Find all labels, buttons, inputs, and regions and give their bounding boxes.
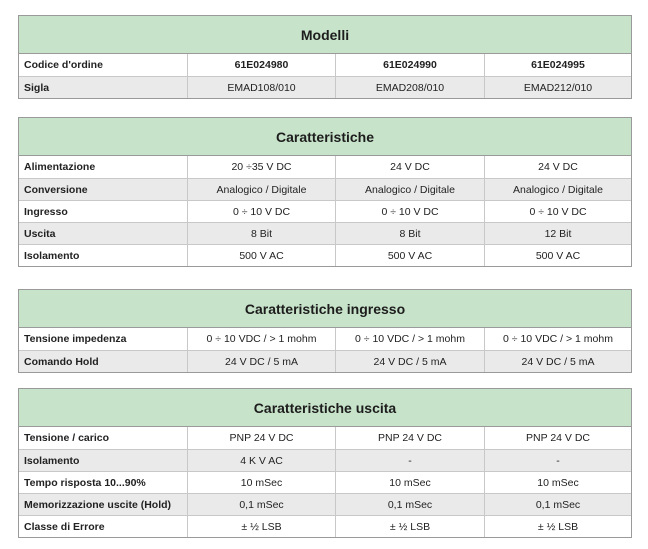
table-row (19, 178, 631, 200)
row-label: Conversione (24, 183, 88, 196)
cell-value: PNP 24 V DC (335, 427, 484, 449)
row-label: Sigla (24, 81, 50, 94)
row-label: Classe di Errore (24, 520, 105, 533)
cell-value: PNP 24 V DC (187, 427, 335, 449)
row-label: Comando Hold (24, 355, 99, 368)
table-row (19, 200, 631, 222)
cell-value: 12 Bit (484, 223, 631, 244)
cell-value: 500 V AC (335, 245, 484, 266)
cell-value: 0,1 mSec (187, 494, 335, 515)
cell-value: 61E024995 (484, 54, 631, 76)
cell-value: ± ½ LSB (187, 516, 335, 537)
cell-value: 10 mSec (484, 472, 631, 493)
cell-value: - (335, 450, 484, 471)
row-label: Tensione impedenza (24, 333, 127, 345)
row-label: Alimentazione (24, 161, 96, 173)
cell-value: 0 ÷ 10 VDC / > 1 mohm (484, 328, 631, 350)
cell-value: 24 V DC (484, 156, 631, 178)
table-row (19, 350, 631, 372)
cell-value: 0 ÷ 10 VDC / > 1 mohm (335, 328, 484, 350)
cell-value: - (484, 450, 631, 471)
cell-value: 8 Bit (187, 223, 335, 244)
row-label: Memorizzazione uscite (Hold) (24, 498, 172, 511)
table-row (19, 244, 631, 266)
row-label: Ingresso (24, 205, 68, 218)
uscita-table (18, 388, 632, 538)
cell-value: 0 ÷ 10 V DC (335, 201, 484, 222)
cell-value: 0 ÷ 10 V DC (484, 201, 631, 222)
cell-value: 0 ÷ 10 VDC / > 1 mohm (187, 328, 335, 350)
cell-value: 61E024990 (335, 54, 484, 76)
cell-value: 8 Bit (335, 223, 484, 244)
table-row (19, 54, 631, 76)
table-row (19, 471, 631, 493)
cell-value: 500 V AC (187, 245, 335, 266)
table-row (19, 427, 631, 449)
row-label: Tempo risposta 10...90% (24, 476, 146, 489)
cell-value: Analogico / Digitale (335, 179, 484, 200)
caratteristiche-table (18, 117, 632, 267)
cell-value: 500 V AC (484, 245, 631, 266)
row-label: Isolamento (24, 454, 80, 467)
cell-value: Analogico / Digitale (187, 179, 335, 200)
ingresso-title: Caratteristiche ingresso (19, 290, 631, 328)
ingresso-table (18, 289, 632, 373)
modelli-title: Modelli (19, 16, 631, 54)
caratteristiche-title: Caratteristiche (19, 118, 631, 156)
cell-value: Analogico / Digitale (484, 179, 631, 200)
cell-value: EMAD212/010 (484, 77, 631, 98)
table-row (19, 449, 631, 471)
cell-value: EMAD108/010 (187, 77, 335, 98)
cell-value: 10 mSec (335, 472, 484, 493)
cell-value: 4 K V AC (187, 450, 335, 471)
table-row (19, 76, 631, 98)
row-label: Isolamento (24, 249, 80, 262)
cell-value: 24 V DC (335, 156, 484, 178)
cell-value: 10 mSec (187, 472, 335, 493)
cell-value: ± ½ LSB (335, 516, 484, 537)
row-label: Codice d'ordine (24, 59, 103, 71)
table-row (19, 222, 631, 244)
uscita-title: Caratteristiche uscita (19, 389, 631, 427)
cell-value: ± ½ LSB (484, 516, 631, 537)
cell-value: PNP 24 V DC (484, 427, 631, 449)
cell-value: 0,1 mSec (335, 494, 484, 515)
cell-value: 0,1 mSec (484, 494, 631, 515)
modelli-table (18, 15, 632, 99)
table-row (19, 515, 631, 537)
cell-value: 61E024980 (187, 54, 335, 76)
table-row (19, 156, 631, 178)
cell-value: 24 V DC / 5 mA (187, 351, 335, 372)
row-label: Tensione / carico (24, 432, 109, 444)
cell-value: 0 ÷ 10 V DC (187, 201, 335, 222)
cell-value: 24 V DC / 5 mA (484, 351, 631, 372)
cell-value: 24 V DC / 5 mA (335, 351, 484, 372)
cell-value: EMAD208/010 (335, 77, 484, 98)
row-label: Uscita (24, 227, 56, 240)
cell-value: 20 ÷35 V DC (187, 156, 335, 178)
table-row (19, 328, 631, 350)
table-row (19, 493, 631, 515)
